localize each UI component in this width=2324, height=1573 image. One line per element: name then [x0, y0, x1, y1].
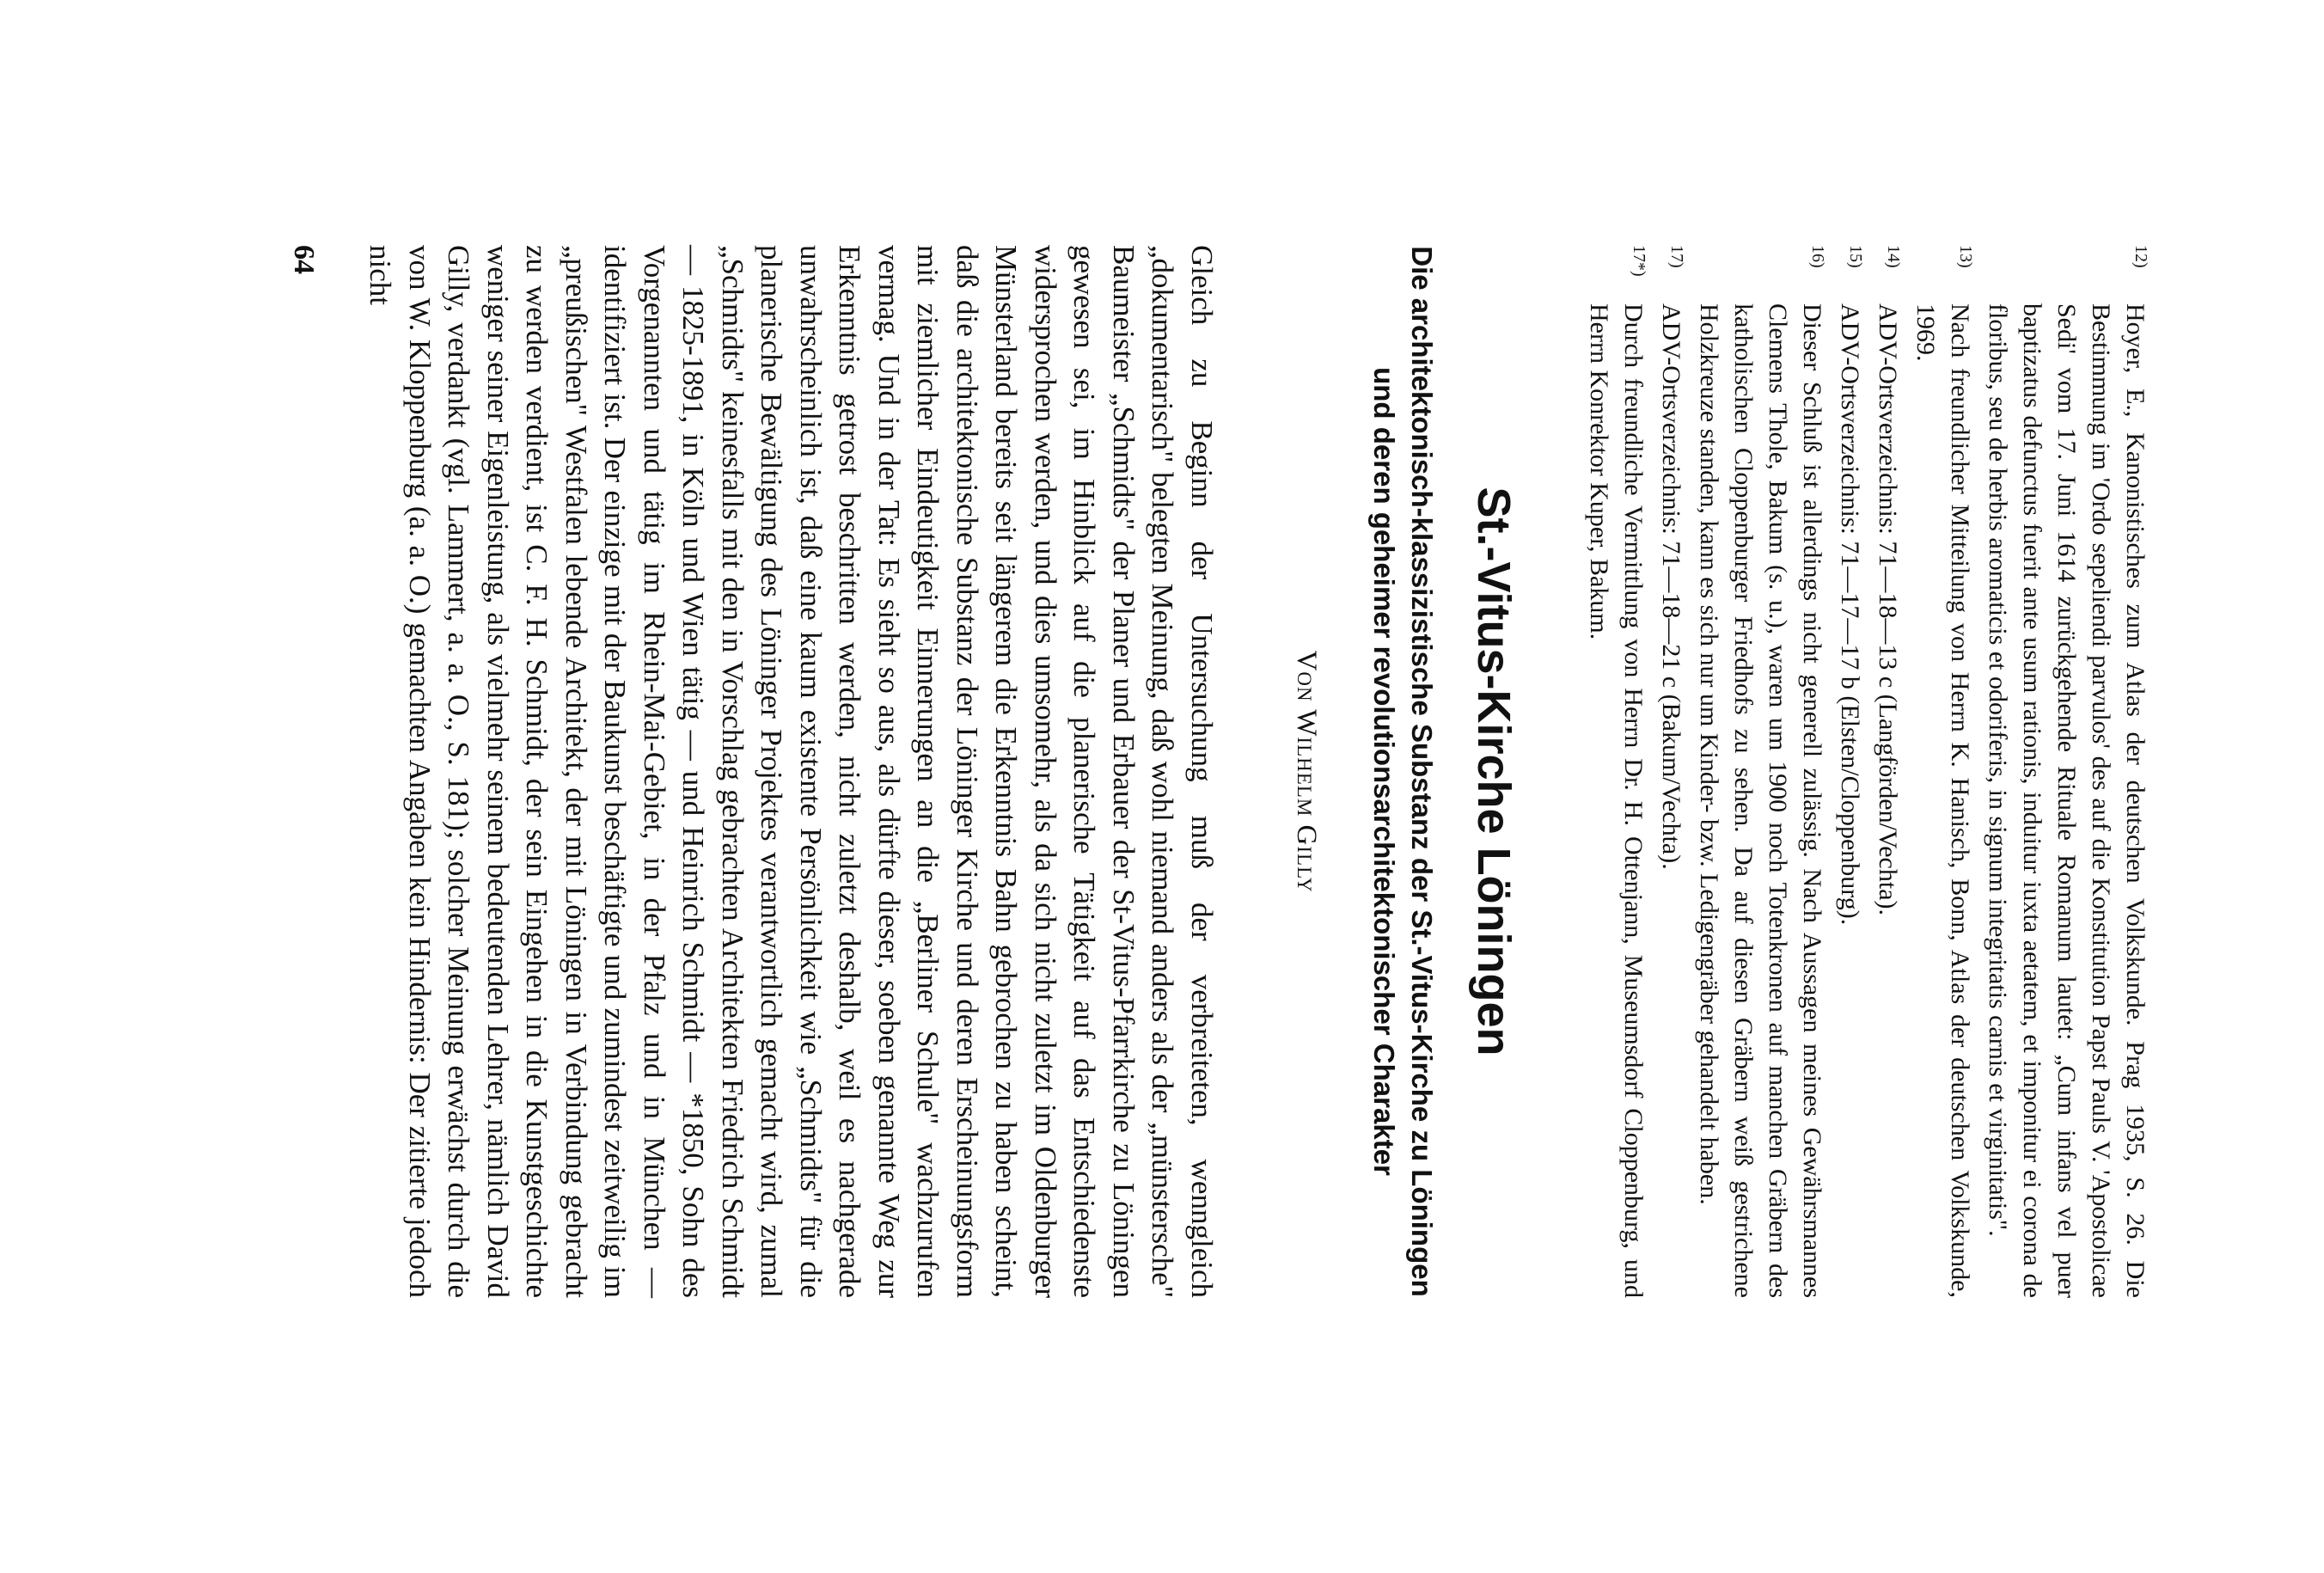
footnote-13 [1908, 245, 1977, 1298]
footnote-text: Durch freundliche Vermittlung von Herrn Dr. H. Ottenjann, Museumsdorf Cloppenburg, und Herrn Konrektor Kuper, Bakum. [1585, 303, 1648, 1298]
footnote-text: ADV-Ortsverzeichnis: 71—17—17 b (Elsten/Cloppenburg). [1836, 303, 1864, 926]
footnote-17 [1654, 245, 1688, 1298]
footnote-number: 16) [1808, 245, 1827, 268]
footnote-text: ADV-Ortsverzeichnis: 71—18—21 c (Bakum/Vechta). [1657, 303, 1685, 870]
footnote-number: 15) [1846, 245, 1865, 268]
footnote-number: 14) [1884, 245, 1903, 268]
footnote-text: ADV-Ortsverzeichnis: 71—18—13 c (Langförden/Vechta). [1874, 303, 1902, 916]
footnote-17-star [1581, 245, 1650, 1298]
article-subtitle: Die architektonisch-klassizistische Substanz der St.-Vitus-Kirche zu Löningen und deren geheimer revolutionsarchitektonischer Charakter [1368, 246, 1438, 1297]
footnote-text: Nach freundlicher Mitteilung von Herrn K. Hanisch, Bonn, Atlas der deutschen Volkskunde, 1969. [1911, 303, 1974, 1298]
footnote-number: 12) [2131, 245, 2150, 268]
page-number: 64 [288, 245, 320, 274]
footnotes-section [1581, 245, 2152, 1298]
footnote-text: Dieser Schluß ist allerdings nicht generell zulässig. Nach Aussagen meines Gewährsmannes Clemens Thole, Bakum (s. u.), waren um 1900 noch Totenkronen auf manchen Gräbern des katholischen Cloppenburger Friedhofs zu sehen. Da auf diesen Gräbern weiß gestrichene Holzkreuze standen, kann es sich nur um Kinder- bzw. Ledigengräber gehandelt haben. [1695, 303, 1826, 1298]
footnote-16 [1691, 245, 1829, 1298]
footnote-12 [1980, 245, 2152, 1298]
footnote-number: 17) [1667, 245, 1686, 268]
footnote-15 [1832, 245, 1867, 1298]
article-author: Von Wilhelm Gilly [1291, 650, 1322, 893]
article-title: St.-Vitus-Kirche Löningen [1468, 487, 1520, 1056]
article-body: Gleich zu Beginn der Untersuchung muß der verbreiteten, wenngleich „dokumentarisch" belegten Meinung, daß wohl niemand anders als der „münstersche" Baumeister „Schmidts" der Planer und Erbauer der St-Vitus-Pfarrkirche zu Löningen gewesen sei, im Hinblick auf die planerische Tätigkeit auf das Entschiedenste widersprochen werden, und dies umsomehr, als da sich nicht zuletzt im Oldenburger Münsterland bereits seit längerem die Erkenntnis Bahn gebrochen zu haben scheint, daß die architektonische Substanz der Löninger Kirche und deren Erscheinungsform mit ziemlicher Eindeutigkeit Einnerungen an die „Berliner Schule" wachzurufen vermag. Und in der Tat: Es sieht so aus, als dürfte dieser, soeben genannte Weg zur Erkenntnis getrost beschritten werden, nicht zuletzt deshalb, weil es nachgerade unwahrscheinlich ist, daß eine kaum existente Persönlichkeit wie „Schmidts" für die planerische Bewältigung des Löninger Projektes verantwortlich gemacht wird, zumal „Schmidts" keinesfalls mit den in Vorschlag gebrachten Architekten Friedrich Schmidt — 1825-1891, in Köln und Wien tätig — und Heinrich Schmidt — *1850, Sohn des Vorgenannten und tätig im Rhein-Mai-Gebiet, in der Pfalz und in München — identifiziert ist. Der einzige mit der Baukunst beschäftigte und zumindest zeitweilig im „preußischen" Westfalen lebende Architekt, der mit Löningen in Verbindung gebracht zu werden verdient, ist C. F. H. Schmidt, der sein Eingehen in die Kunstgeschichte weniger seiner Eigenleistung, als vielmehr seinem bedeutenden Lehrer, nämlich David Gilly, verdankt (vgl. Lammert, a. a. O., S. 181); solcher Meinung erwächst durch die von W. Kloppenburg (a. a. O.) gemachten Angaben kein Hindernis: Der zitierte jedoch nicht [364, 245, 1219, 1298]
footnote-text: Hoyer, E., Kanonistisches zum Atlas der deutschen Volkskunde. Prag 1935, S. 26. Die Bestimmung im 'Ordo sepeliendi parvulos' des auf die Konstitution Papst Pauls V. 'Apostolicae Sedi' vom 17. Juni 1614 zurückgehende Rituale Romanum lautet: „Cum infans vel puer baptizatus defunctus fuerit ante usum rationis, induitur iuxta aetatem, et imponitur ei corona de floribus, seu de herbis aromaticis et odoriferis, in signum integritatis carnis et virginitatis". [1984, 303, 2150, 1298]
footnote-number: 13) [1956, 245, 1975, 268]
footnote-number: 17*) [1630, 245, 1648, 277]
footnote-14 [1870, 245, 1905, 1298]
